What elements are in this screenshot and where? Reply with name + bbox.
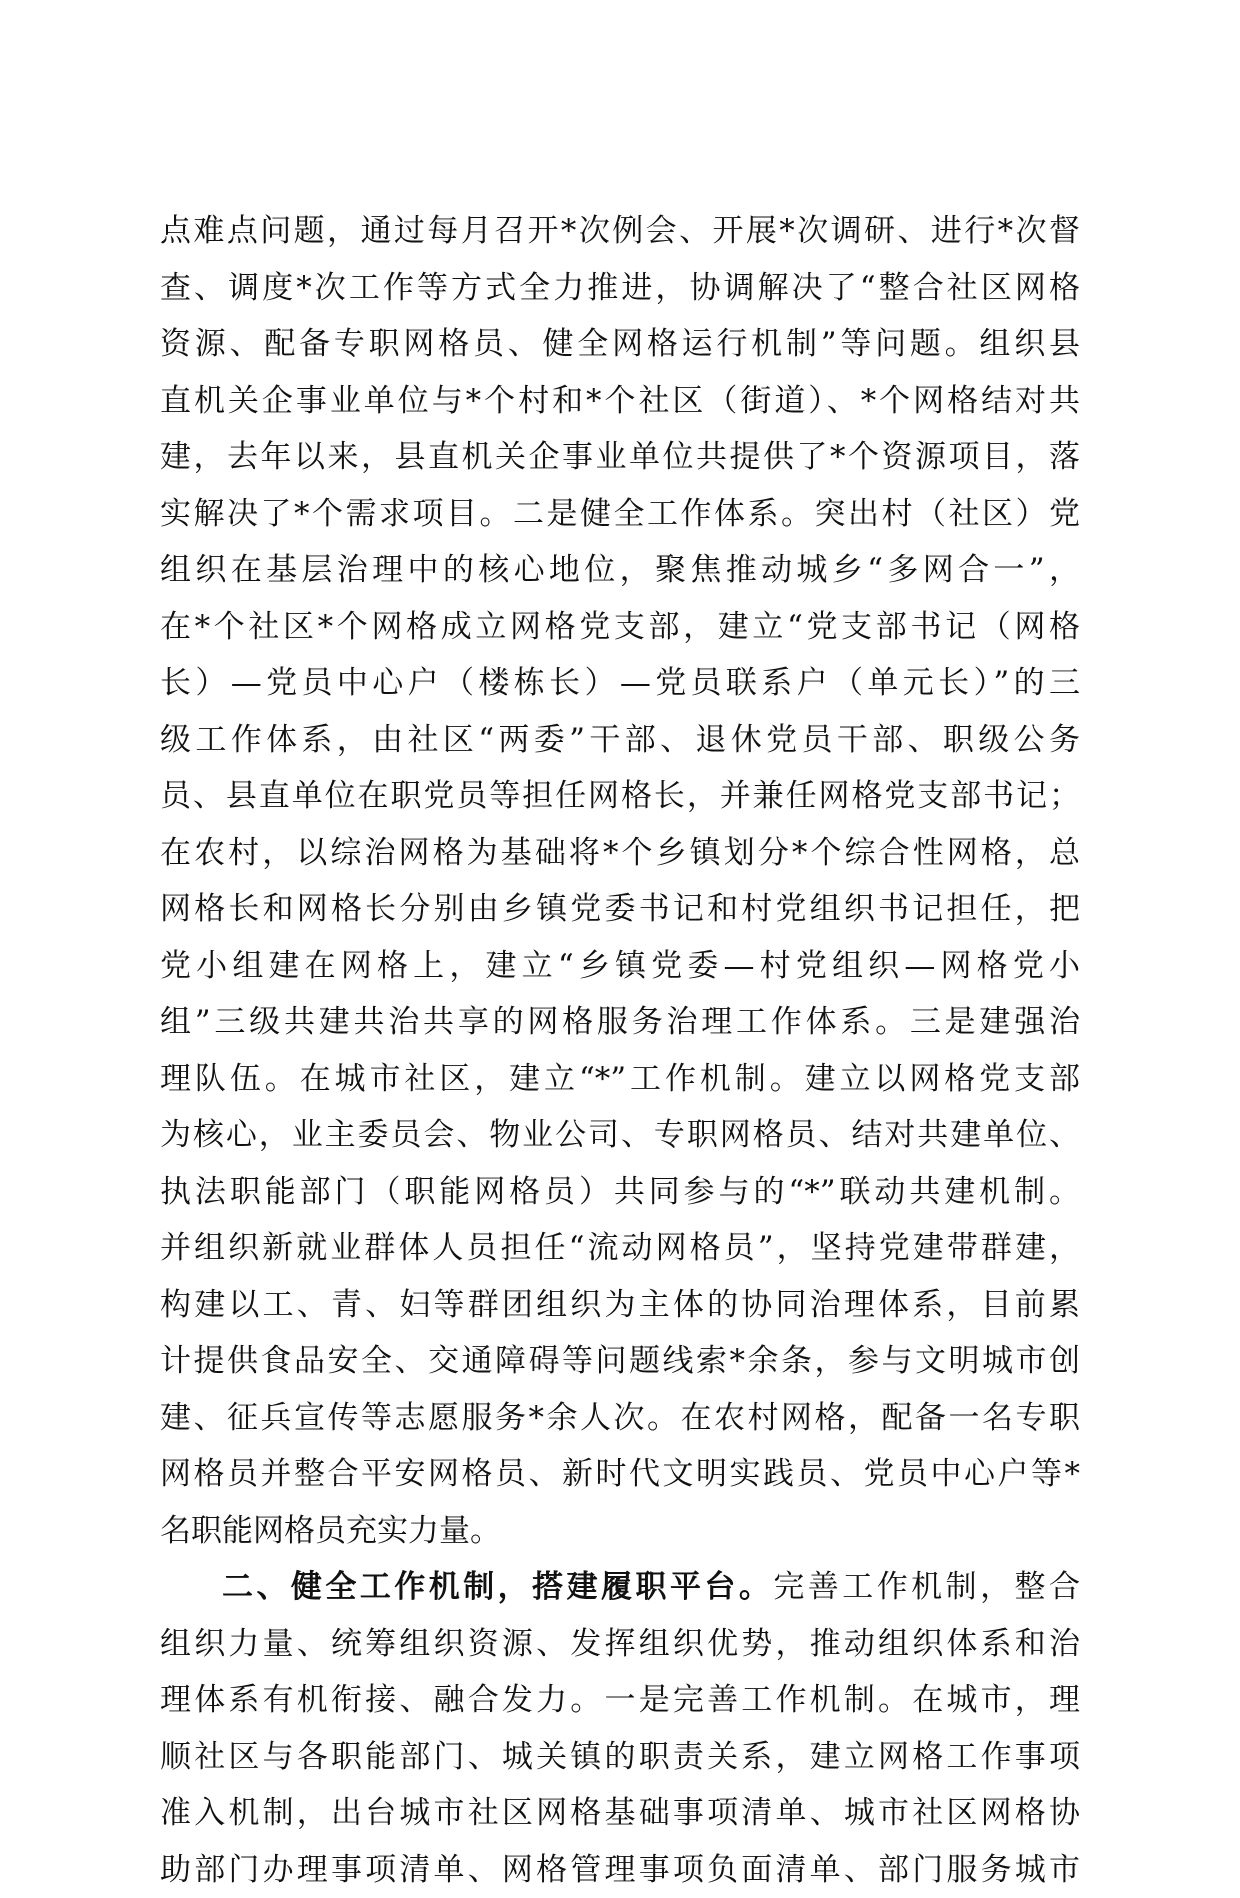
section-heading-rest: 完善工作机制，整合 bbox=[773, 1569, 1080, 1605]
text-line: 资源、配备专职网格员、健全网格运行机制”等问题。组织县 bbox=[160, 316, 1080, 373]
text-line: 在农村，以综治网格为基础将*个乡镇划分*个综合性网格，总 bbox=[160, 825, 1080, 882]
text-line: 实解决了*个需求项目。二是健全工作体系。突出村（社区）党 bbox=[160, 486, 1080, 543]
text-line: 建，去年以来，县直机关企事业单位共提供了*个资源项目，落 bbox=[160, 429, 1080, 486]
paragraph-1 bbox=[160, 203, 1080, 1559]
section-heading-line bbox=[160, 1559, 1080, 1616]
text-line: 为核心，业主委员会、物业公司、专职网格员、结对共建单位、 bbox=[160, 1107, 1080, 1164]
text-line: 建、征兵宣传等志愿服务*余人次。在农村网格，配备一名专职 bbox=[160, 1390, 1080, 1447]
text-line: 点难点问题，通过每月召开*次例会、开展*次调研、进行*次督 bbox=[160, 203, 1080, 260]
section-heading: 二、健全工作机制，搭建履职平台。 bbox=[222, 1569, 773, 1605]
document-body bbox=[160, 203, 1080, 1898]
text-line: 网格员并整合平安网格员、新时代文明实践员、党员中心户等* bbox=[160, 1446, 1080, 1503]
text-line: 理体系有机衔接、融合发力。一是完善工作机制。在城市，理 bbox=[160, 1672, 1080, 1729]
text-line: 执法职能部门（职能网格员）共同参与的“*”联动共建机制。 bbox=[160, 1164, 1080, 1221]
text-line: 助部门办理事项清单、网格管理事项负面清单、部门服务城市 bbox=[160, 1842, 1080, 1898]
text-line: 准入机制，出台城市社区网格基础事项清单、城市社区网格协 bbox=[160, 1785, 1080, 1842]
text-line: 网格长和网格长分别由乡镇党委书记和村党组织书记担任，把 bbox=[160, 881, 1080, 938]
text-line: 长）—党员中心户（楼栋长）—党员联系户（单元长）”的三 bbox=[160, 655, 1080, 712]
text-line: 并组织新就业群体人员担任“流动网格员”，坚持党建带群建， bbox=[160, 1220, 1080, 1277]
paragraph-2 bbox=[160, 1559, 1080, 1898]
text-line: 组”三级共建共治共享的网格服务治理工作体系。三是建强治 bbox=[160, 994, 1080, 1051]
text-line: 组织在基层治理中的核心地位，聚焦推动城乡“多网合一”， bbox=[160, 542, 1080, 599]
text-line: 组织力量、统筹组织资源、发挥组织优势，推动组织体系和治 bbox=[160, 1616, 1080, 1673]
text-line: 在*个社区*个网格成立网格党支部，建立“党支部书记（网格 bbox=[160, 599, 1080, 656]
text-line: 直机关企事业单位与*个村和*个社区（街道）、*个网格结对共 bbox=[160, 373, 1080, 430]
text-line: 员、县直单位在职党员等担任网格长，并兼任网格党支部书记； bbox=[160, 768, 1080, 825]
text-line: 计提供食品安全、交通障碍等问题线索*余条，参与文明城市创 bbox=[160, 1333, 1080, 1390]
text-line: 级工作体系，由社区“两委”干部、退休党员干部、职级公务 bbox=[160, 712, 1080, 769]
text-line: 理队伍。在城市社区，建立“*”工作机制。建立以网格党支部 bbox=[160, 1051, 1080, 1108]
text-line: 构建以工、青、妇等群团组织为主体的协同治理体系，目前累 bbox=[160, 1277, 1080, 1334]
text-line: 党小组建在网格上，建立“乡镇党委—村党组织—网格党小 bbox=[160, 938, 1080, 995]
text-line: 名职能网格员充实力量。 bbox=[160, 1503, 1080, 1560]
text-line: 顺社区与各职能部门、城关镇的职责关系，建立网格工作事项 bbox=[160, 1729, 1080, 1786]
text-line: 查、调度*次工作等方式全力推进，协调解决了“整合社区网格 bbox=[160, 260, 1080, 317]
